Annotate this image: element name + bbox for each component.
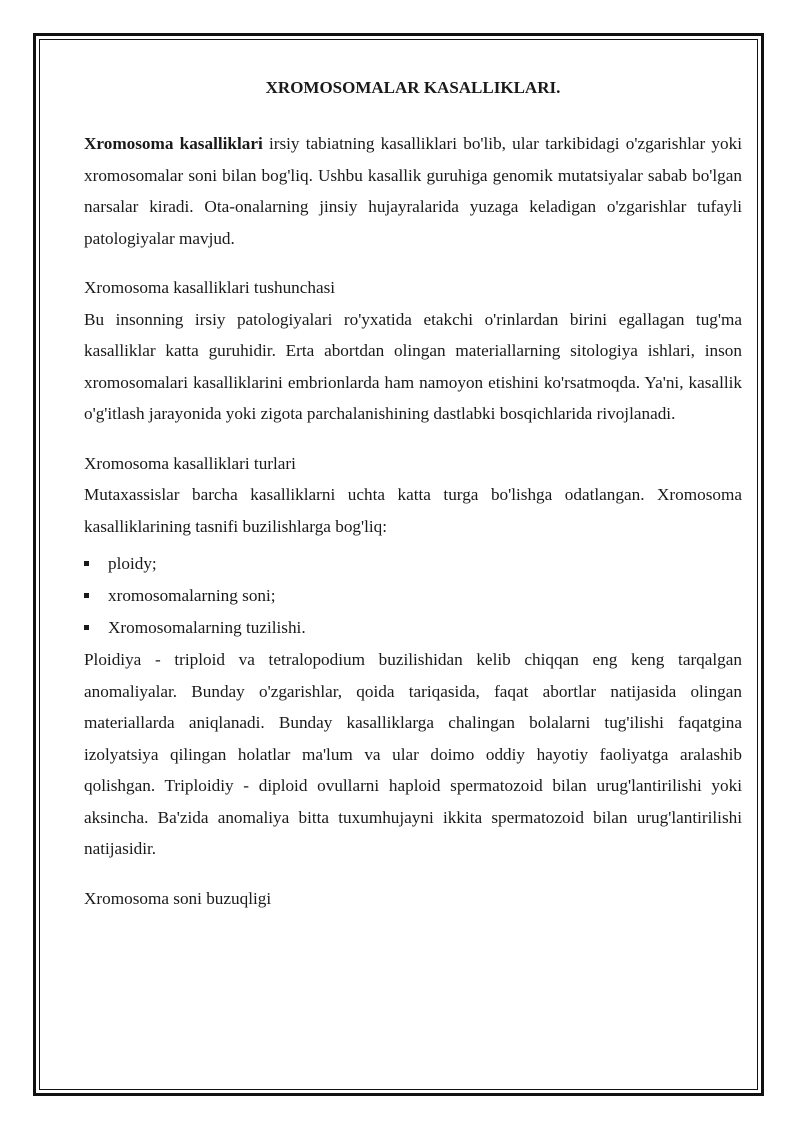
intro-text: irsiy tabiatning kasalliklari bo'lib, ular tarkibidagi o'zgarishlar yoki xromosomalar soni bilan bog'liq. Ushbu kasallik guruhiga genomik mutatsiyalar sabab bo'lgan narsalar kiradi. Ota-onalarning jinsiy hujayralarida yuzaga keladigan o'zgarishlar tufayli patologiyalar mavjud. (84, 134, 742, 248)
ploidy-paragraph: Ploidiya - triploid va tetralopodium buzilishidan kelib chiqqan eng keng tarqalgan anomaliyalar. Bunday o'zgarishlar, qoida tariqasida, faqat abortlar natijasida olingan materiallarda aniqlanadi. Bunday kasalliklarga chalingan bolalarni tug'ilishi faqatgina izolyatsiya qilingan holatlar ma'lum va ular doimo oddiy hayotiy faoliyatga aralashib qolishgan. Triploidiy - diploid ovullarni haploid spermatozoid bilan urug'lantirilishi yoki aksincha. Ba'zida anomaliya bitta tuxumhujayni ikkita spermatozoid bilan urug'lantirilishi natijasidir. (84, 650, 742, 858)
section-heading-number: Xromosoma soni buzuqligi (84, 888, 272, 908)
list-item: xromosomalarning soni; (84, 580, 742, 612)
bullet-icon (84, 561, 89, 566)
types-list (84, 548, 742, 644)
intro-paragraph (84, 128, 742, 254)
section-text-concept: Bu insonning irsiy patologiyalari ro'yxatida etakchi o'rinlardan birini egallagan tug'ma kasalliklar katta guruhidir. Erta abortdan olingan materiallarning sitologiya ishlari, inson xromosomalari kasalliklarini embrionlarda ham namoyon etishini ko'rsatmoqda. Ya'ni, kasallik o'g'itlash jarayonida yoki zigota parchalanishining dastlabki bosqichlarida rivojlanadi. (84, 309, 742, 423)
section-heading-types: Xromosoma kasalliklari turlari (84, 453, 296, 473)
bullet-icon (84, 625, 89, 630)
section-heading-concept: Xromosoma kasalliklari tushunchasi (84, 278, 336, 297)
list-item: Xromosomalarning tuzilishi. (84, 612, 742, 644)
document-title: XROMOSOMALAR KASALLIKLARI. (265, 78, 561, 97)
document-body (84, 76, 742, 914)
section-text-types: Mutaxassislar barcha kasalliklarni uchta katta turga bo'lishga odatlangan. Xromosoma kasalliklarining tasnifi buzilishlarga bog'liq: (84, 485, 742, 536)
intro-bold-term: Xromosoma kasalliklari (84, 134, 263, 153)
bullet-icon (84, 593, 89, 598)
list-item: ploidy; (84, 548, 742, 580)
